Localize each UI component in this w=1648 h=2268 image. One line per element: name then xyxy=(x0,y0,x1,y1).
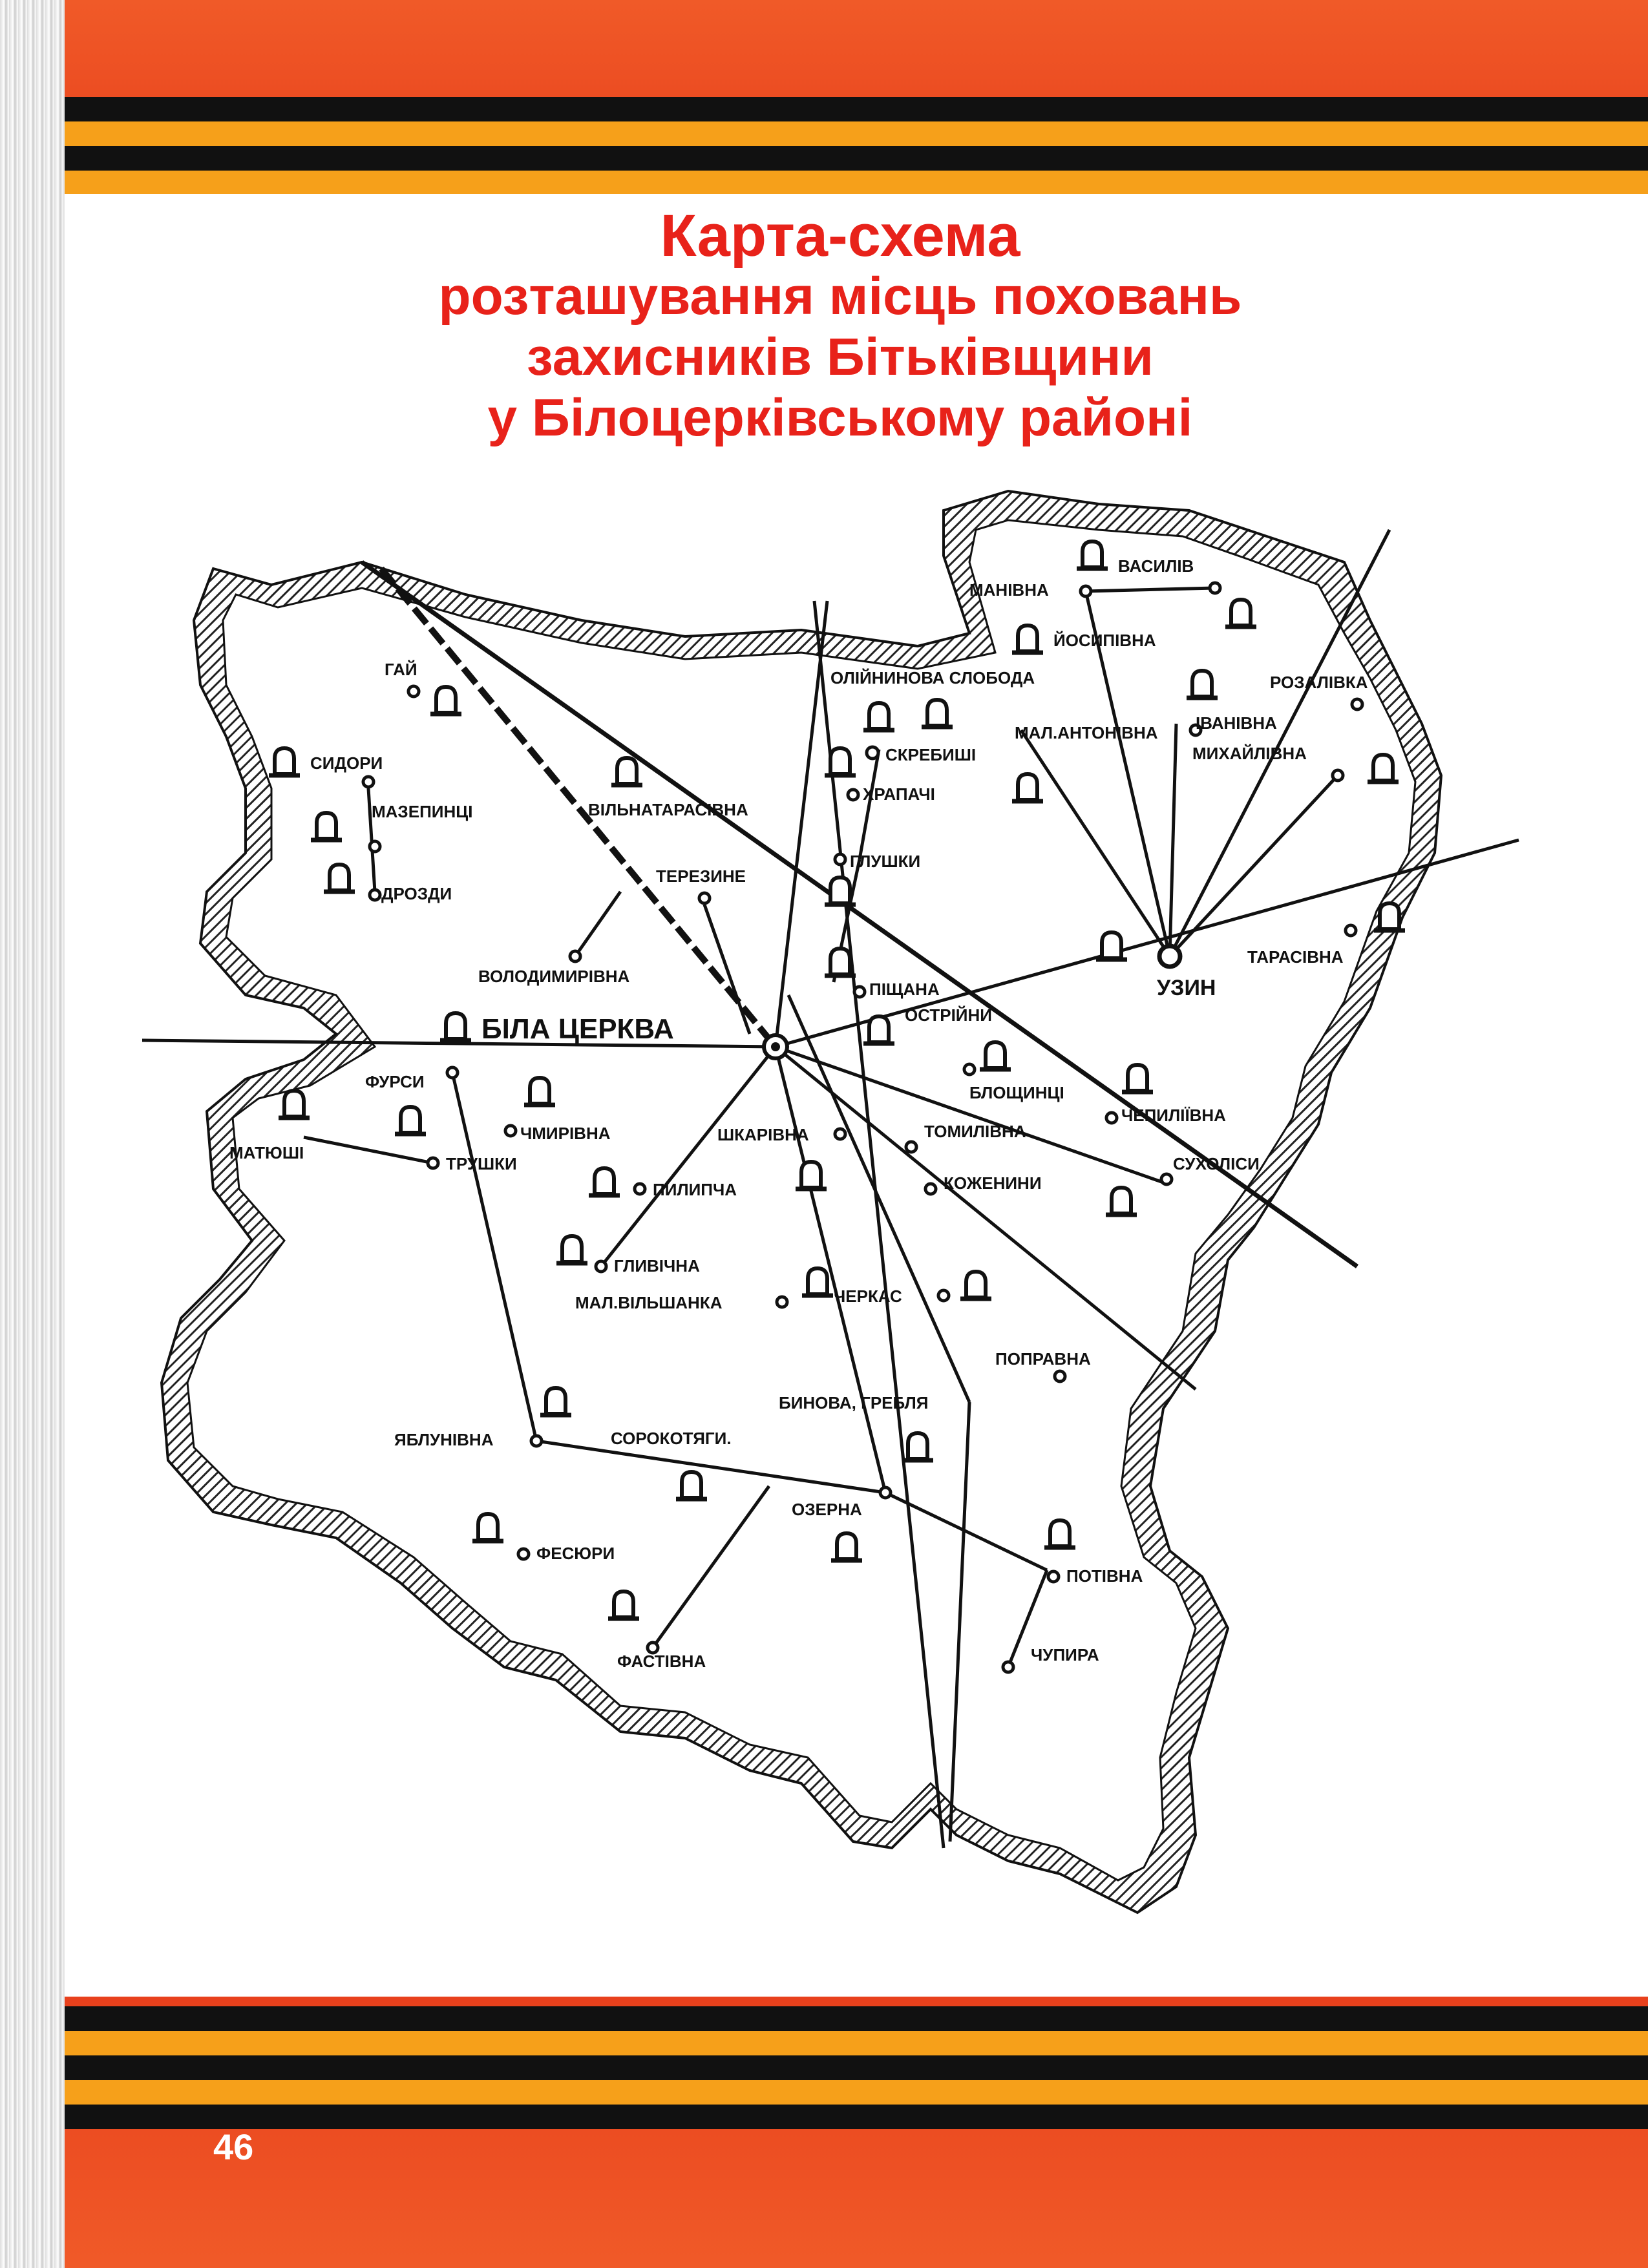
label-yosypivna: ЙОСИПІВНА xyxy=(1053,631,1156,650)
label-olinynova-sloboda: ОЛІЙНИНОВА СЛОБОДА xyxy=(830,668,1035,688)
title-line-3: захисників Бітьківщини xyxy=(527,328,1154,386)
label-potivna: ПОТІВНА xyxy=(1066,1566,1143,1586)
label-mal-antonivna: МАЛ.АНТОНІВНА xyxy=(1015,723,1158,742)
label-chmyrivna: ЧМИРІВНА xyxy=(520,1124,611,1143)
label-drozdy: ДРОЗДИ xyxy=(381,884,452,903)
label-trushky: ТРУШКИ xyxy=(446,1154,517,1173)
label-hlushky: ГЛУШКИ xyxy=(850,852,921,871)
label-tarasivna: ТАРАСІВНА xyxy=(1247,947,1344,967)
label-kozhenyny: КОЖЕНИНИ xyxy=(944,1173,1042,1193)
label-fesiury: ФЕСЮРИ xyxy=(536,1544,615,1563)
label-fastivna: ФАСТІВНА xyxy=(617,1652,706,1671)
label-gai: ГАЙ xyxy=(385,660,417,679)
label-ivanivna: ІВАНІВНА xyxy=(1196,713,1277,733)
label-pishchana: ПІЩАНА xyxy=(869,980,940,999)
label-terezyne: ТЕРЕЗИНЕ xyxy=(656,866,746,886)
label-vilna-tarasivna: ВІЛЬНАТАРАСІВНА xyxy=(588,800,748,819)
label-sukholisy: СУХОЛІСИ xyxy=(1173,1154,1260,1173)
label-blotsintsi: БЛОЩИНЦІ xyxy=(969,1083,1064,1102)
label-chepyliivna: ЧЕПИЛІЇВНА xyxy=(1121,1106,1226,1125)
label-shkarivna: ШКАРІВНА xyxy=(717,1125,809,1144)
label-ozerna: ОЗЕРНА xyxy=(792,1500,862,1519)
label-skrebyshi: СКРЕБИШІ xyxy=(885,745,977,764)
label-bila-tserkva: БІЛА ЦЕРКВА xyxy=(481,1013,674,1045)
title-line-2: розташування місць поховань xyxy=(438,267,1242,326)
label-bynova-hreblia: БИНОВА, ГРЕБЛЯ xyxy=(779,1393,929,1412)
title-line-4: у Білоцерківському районі xyxy=(487,388,1193,447)
label-sorokotiagy: СОРОКОТЯГИ. xyxy=(611,1429,732,1448)
label-vasyliv: ВАСИЛІВ xyxy=(1118,556,1194,576)
label-tomylivna: ТОМИЛІВНА xyxy=(924,1122,1026,1141)
label-yabluniivna: ЯБЛУНІВНА xyxy=(394,1430,494,1449)
label-mal-vilshanka: МАЛ.ВІЛЬШАНКА xyxy=(575,1293,723,1312)
label-pylypcha: ПИЛИПЧА xyxy=(653,1180,737,1199)
label-volodymyrivna: ВОЛОДИМИРІВНА xyxy=(478,967,630,986)
label-mykhailivna: МИХАЙЛІВНА xyxy=(1192,744,1307,763)
label-rozalivka: РОЗАЛІВКА xyxy=(1270,673,1368,692)
label-khrapachi: ХРАПАЧІ xyxy=(863,784,935,804)
page-number: 46 xyxy=(213,2126,254,2167)
label-fursy: ФУРСИ xyxy=(365,1072,425,1091)
title-line-1: Карта-схема xyxy=(660,203,1020,269)
label-sydory: СИДОРИ xyxy=(310,753,383,773)
label-popravna: ПОПРАВНА xyxy=(995,1349,1091,1369)
label-cherkas: ЧЕРКАС xyxy=(834,1286,902,1306)
label-mazepyntsi: МАЗЕПИНЦІ xyxy=(372,802,473,821)
label-chupyra: ЧУПИРА xyxy=(1031,1645,1099,1664)
label-uzyn: УЗИН xyxy=(1157,976,1216,1000)
label-manivna: МАНІВНА xyxy=(969,580,1049,600)
label-ostriiny: ОСТРІЙНИ xyxy=(905,1005,992,1025)
label-hlyvivna: ГЛИВІЧНА xyxy=(614,1256,700,1276)
bila-tserkva-city-marker xyxy=(764,1035,787,1058)
label-matiushi: МАТЮШІ xyxy=(229,1143,304,1162)
